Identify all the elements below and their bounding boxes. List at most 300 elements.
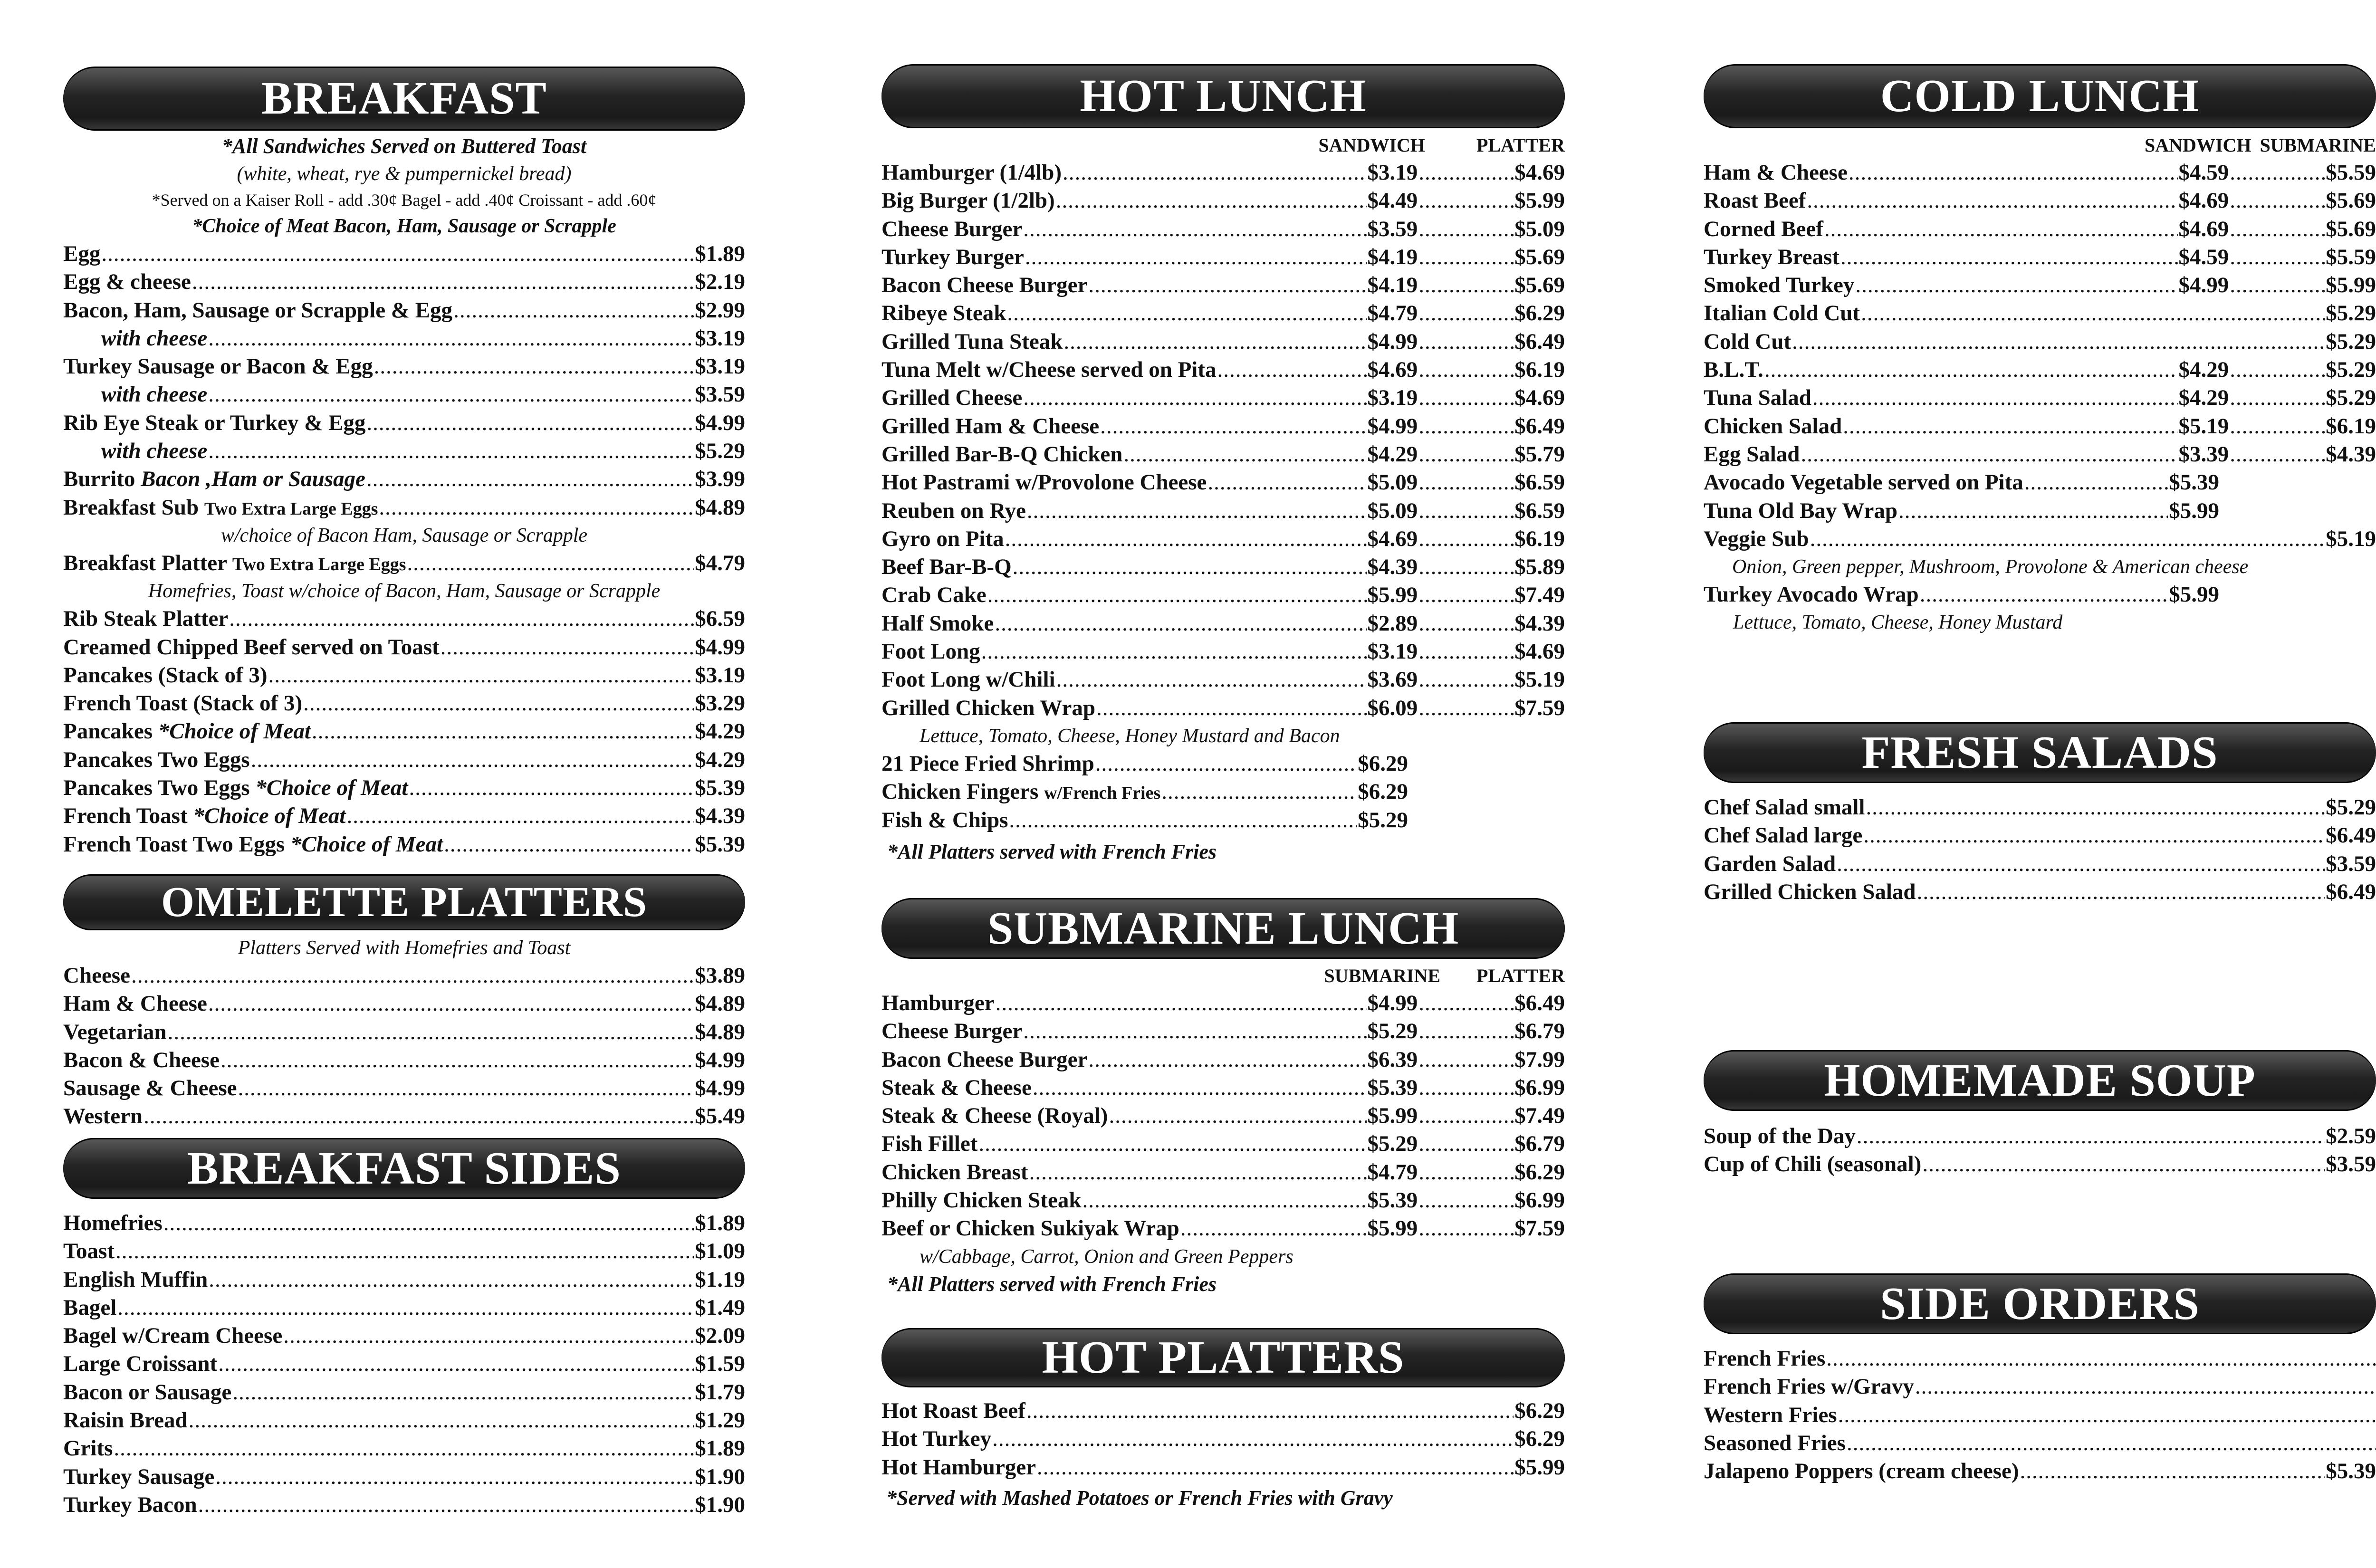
- sides-item: [63, 1237, 745, 1265]
- omelette-item: [63, 1102, 745, 1130]
- coldlunch-item-name: [1704, 299, 1860, 327]
- hotlunch-extra-item: [881, 750, 1565, 778]
- coldlunch-item: [1704, 412, 2376, 440]
- hotlunch-item-name-text: Cheese Burger: [881, 216, 1023, 241]
- hotlunch-item-leader: [987, 581, 1367, 609]
- breakfast-item-price: $3.19: [695, 662, 745, 688]
- hotlunch-item-name-text: Reuben on Rye: [881, 498, 1026, 523]
- hotlunch-item-leader-2: [1418, 610, 1514, 638]
- coldlunch-item-price-2: $5.19: [2326, 526, 2376, 551]
- hotlunch-item-leader: [1023, 215, 1366, 243]
- breakfast-item-leader: [268, 661, 694, 689]
- omelette-banner: [63, 874, 745, 930]
- hotplatters-note: *Served with Mashed Potatoes or French Fries with Gravy: [886, 1486, 1393, 1510]
- coldlunch-item-leader-2: [2230, 440, 2325, 468]
- hotlunch-item-leader: [1063, 328, 1366, 356]
- breakfast-item-name-text: Burrito: [63, 467, 135, 492]
- breakfast-item: [63, 689, 745, 717]
- breakfast-item-name-sub: Bacon ,Ham or Sausage: [141, 467, 365, 492]
- omelette-item-name-text: Vegetarian: [63, 1019, 167, 1044]
- sublunch-section: [881, 898, 1565, 1298]
- sublunch-item-leader-2: [1418, 1158, 1514, 1186]
- hotlunch-item-leader: [1096, 694, 1366, 722]
- hotlunch-item-price-2: $4.69: [1514, 385, 1565, 411]
- sideorders-row: [1704, 1345, 2376, 1373]
- hotlunch-item-leader-2: [1418, 497, 1514, 525]
- sublunch-item-name: [881, 1017, 1022, 1045]
- sublunch-item-leader-2: [1418, 1130, 1514, 1158]
- sides-item-leader: [232, 1378, 694, 1406]
- breakfast-item-name-text: Turkey Sausage or Bacon & Egg: [63, 354, 373, 379]
- coldlunch-item-price-1: $3.39: [2178, 441, 2229, 467]
- omelette-item-name: [63, 962, 130, 990]
- sides-item-price: $1.90: [695, 1492, 745, 1517]
- coldlunch-item-name: [1704, 497, 1897, 525]
- hotplatters-item-price: $6.29: [1514, 1398, 1565, 1423]
- hotlunch-item: [881, 525, 1565, 553]
- breakfast-item-leader: [312, 717, 694, 746]
- hotlunch-item: [881, 468, 1565, 497]
- hotlunch-wrap-note: Lettuce, Tomato, Cheese, Honey Mustard and Bacon: [920, 725, 1340, 747]
- coldlunch-item-leader-2: [2230, 356, 2325, 384]
- omelette-list: [63, 962, 745, 1131]
- sides-item-name-text: Bagel w/Cream Cheese: [63, 1323, 283, 1348]
- breakfast-item-leader: [366, 409, 694, 437]
- sublunch-item-name-text: Chicken Breast: [881, 1159, 1028, 1185]
- sides-item-leader: [114, 1434, 694, 1463]
- soup-banner: [1704, 1050, 2376, 1111]
- sides-item: [63, 1434, 745, 1463]
- omelette-item-price: $3.89: [695, 963, 745, 988]
- hotlunch-item-price-1: $4.99: [1367, 329, 1418, 354]
- coldlunch-item: [1704, 159, 2376, 187]
- omelette-item-leader: [131, 962, 694, 990]
- coldlunch-item-name-text: Tuna Old Bay Wrap: [1704, 498, 1897, 523]
- hotlunch-col-platter: PLATTER: [1476, 134, 1565, 156]
- sides-item-name-text: English Muffin: [63, 1267, 208, 1292]
- sublunch-item-price-1: $5.29: [1367, 1019, 1418, 1044]
- coldlunch-item-leader: [1812, 384, 2178, 412]
- omelette-item-price: $4.99: [695, 1047, 745, 1072]
- coldlunch-banner: [1704, 64, 2376, 128]
- coldlunch-item-leader-2: [2230, 243, 2325, 271]
- hotlunch-item-leader: [1217, 356, 1367, 384]
- breakfast-item-price: $1.89: [695, 241, 745, 266]
- coldlunch-item-leader: [1792, 328, 2325, 356]
- hotlunch-item-name-text: Tuna Melt w/Cheese served on Pita: [881, 357, 1217, 382]
- hotlunch-item-price-2: $6.19: [1514, 357, 1565, 382]
- hotlunch-extra-name-text: Fish & Chips: [881, 807, 1008, 832]
- hotlunch-item-leader-2: [1418, 581, 1514, 609]
- omelette-item-leader: [144, 1102, 694, 1130]
- coldlunch-item-leader-2: [2230, 159, 2325, 187]
- salads-item: [1704, 878, 2376, 906]
- coldlunch-item-price-1: $4.59: [2178, 244, 2229, 269]
- sides-item-leader: [218, 1350, 694, 1378]
- hotlunch-item-price-1: $5.99: [1367, 583, 1418, 608]
- sublunch-item-price-2: $6.49: [1514, 991, 1565, 1015]
- sides-item: [63, 1294, 745, 1322]
- sideorders-title: SIDE ORDERS: [1880, 1278, 2200, 1329]
- sides-item-price: $1.79: [695, 1379, 745, 1405]
- coldlunch-item-name-text: Roast Beef: [1704, 188, 1806, 213]
- hotlunch-footnote: *All Platters served with French Fries: [887, 840, 1217, 863]
- hotlunch-item: [881, 666, 1565, 694]
- sides-item-name-text: Toast: [63, 1239, 115, 1264]
- sides-item-name: [63, 1266, 208, 1294]
- hotlunch-item-leader: [1056, 666, 1367, 694]
- hotlunch-item-name: [881, 328, 1063, 356]
- breakfast-title: BREAKFAST: [261, 73, 547, 124]
- sides-item: [63, 1350, 745, 1378]
- breakfast-item: [63, 605, 745, 633]
- breakfast-item-leader: [347, 802, 694, 830]
- hotlunch-item-name-text: Foot Long w/Chili: [881, 667, 1055, 692]
- sideorders-item-name: [1704, 1429, 1846, 1457]
- coldlunch-item-price-1: $5.19: [2178, 413, 2229, 439]
- hotlunch-item-name: [881, 299, 1006, 327]
- hotlunch-item-leader: [1023, 384, 1366, 412]
- sideorders-item-leader: [1915, 1373, 2376, 1401]
- sides-item: [63, 1378, 745, 1406]
- hotlunch-extra-name-text: Chicken Fingers: [881, 779, 1039, 804]
- hotlunch-item: [881, 328, 1565, 356]
- sublunch-item-price-2: $7.99: [1514, 1047, 1565, 1072]
- sublunch-item: [881, 989, 1565, 1017]
- coldlunch-section: [1704, 64, 2376, 636]
- coldlunch-item: [1704, 440, 2376, 468]
- breakfast-item-name-text: Egg: [63, 241, 101, 266]
- salads-item-name-text: Garden Salad: [1704, 851, 1836, 876]
- coldlunch-item-name-text: Turkey Breast: [1704, 244, 1839, 269]
- hotlunch-item-price-1: $3.59: [1367, 216, 1418, 241]
- hotlunch-extra-name: [881, 806, 1008, 834]
- coldlunch-item-price-1: $4.29: [2178, 385, 2229, 411]
- breakfast-item: [63, 717, 745, 746]
- coldlunch-item-leader-2: [2230, 215, 2325, 243]
- sublunch-item-name: [881, 1046, 1087, 1074]
- sublunch-item-name: [881, 1102, 1108, 1130]
- salads-item-price: $5.29: [2326, 795, 2376, 820]
- hotlunch-item-name: [881, 694, 1095, 722]
- hotlunch-item-leader: [1056, 187, 1367, 215]
- hotlunch-item-price-2: $6.49: [1514, 413, 1565, 439]
- coldlunch-item-name-text: Corned Beef: [1704, 216, 1823, 241]
- coldlunch-item-price-2: $5.59: [2326, 244, 2376, 269]
- coldlunch-item-leader-2: [2230, 412, 2325, 440]
- salads-item-leader: [1837, 850, 2325, 878]
- breakfast-item: [63, 325, 745, 353]
- breakfast-item-name: [63, 774, 408, 802]
- breakfast-item-leader: [101, 240, 694, 268]
- breakfast-item: [63, 661, 745, 689]
- hotplatters-item: [881, 1453, 1565, 1482]
- salads-item-leader: [1863, 822, 2325, 850]
- sideorders-item-name: [1704, 1345, 1825, 1373]
- sides-item-name: [63, 1350, 217, 1378]
- breakfast-note-1: *All Sandwiches Served on Buttered Toast: [221, 134, 587, 158]
- omelette-item-name: [63, 1046, 220, 1074]
- coldlunch-item-price-1: $5.39: [2169, 470, 2219, 495]
- breakfast-item-name-text: French Toast (Stack of 3): [63, 691, 303, 716]
- sublunch-item-leader-2: [1418, 989, 1514, 1017]
- hotlunch-item-price-1: $4.29: [1367, 441, 1418, 467]
- breakfast-item-price: $3.59: [695, 382, 745, 407]
- sides-item-price: $1.59: [695, 1351, 745, 1377]
- sideorders-item-name-text: French Fries: [1704, 1346, 1826, 1371]
- sideorders-banner: [1704, 1273, 2376, 1334]
- hotlunch-item: [881, 412, 1565, 440]
- hotlunch-extra-price: $6.29: [1358, 751, 1408, 776]
- sides-item-leader: [215, 1463, 694, 1491]
- coldlunch-item-price-2: $4.39: [2326, 441, 2376, 467]
- breakfast-note-3: *Served on a Kaiser Roll - add .30¢ Bagel - add .40¢ Croissant - add .60¢: [152, 191, 657, 210]
- sides-item-name: [63, 1434, 113, 1463]
- sublunch-item-leader: [996, 989, 1367, 1017]
- sides-item: [63, 1322, 745, 1350]
- breakfast-item-name-tiny: Two Extra Large Eggs: [232, 554, 406, 574]
- sideorders-item-price: $5.39: [2326, 1459, 2376, 1484]
- hotplatters-item-name: [881, 1397, 1025, 1425]
- hotlunch-item-leader-2: [1418, 440, 1514, 468]
- coldlunch-item-price-2: $5.29: [2326, 385, 2376, 411]
- soup-item-name-text: Soup of the Day: [1704, 1124, 1856, 1148]
- salads-item: [1704, 850, 2376, 878]
- hotlunch-item-price-2: $4.69: [1514, 639, 1565, 664]
- omelette-item-name-text: Bacon & Cheese: [63, 1047, 220, 1072]
- breakfast-item-name-sub: *Choice of Meat: [255, 775, 408, 801]
- sideorders-item-name-text: Seasoned Fries: [1704, 1430, 1846, 1455]
- hotlunch-list: [881, 159, 1565, 722]
- hotlunch-item-name-text: Gyro on Pita: [881, 526, 1004, 551]
- coldlunch-item-leader: [1855, 271, 2177, 299]
- sublunch-item-name: [881, 1130, 977, 1158]
- hotlunch-item-name: [881, 553, 1012, 581]
- coldlunch-item-leader: [1824, 215, 2178, 243]
- hotlunch-item-price-2: $4.69: [1514, 160, 1565, 185]
- hotlunch-extra-name: [881, 778, 1160, 807]
- omelette-item-name-text: Cheese: [63, 963, 130, 988]
- sides-item-name-text: Large Croissant: [63, 1351, 218, 1377]
- salads-section: [1704, 722, 2376, 906]
- hotlunch-item: [881, 694, 1565, 722]
- sides-item-name-text: Raisin Bread: [63, 1408, 188, 1433]
- sublunch-item-name: [881, 1158, 1028, 1186]
- coldlunch-item: [1704, 187, 2376, 215]
- coldlunch-item-name-text: Smoked Turkey: [1704, 273, 1855, 298]
- salads-item-name: [1704, 822, 1862, 850]
- hotlunch-item-leader: [981, 638, 1367, 666]
- sublunch-item-name: [881, 989, 995, 1017]
- hotlunch-item: [881, 356, 1565, 384]
- soup-item: [1704, 1122, 2376, 1150]
- coldlunch-item-name-text: Egg Salad: [1704, 441, 1800, 467]
- hotlunch-item-name: [881, 468, 1207, 497]
- coldlunch-item: [1704, 328, 2376, 356]
- soup-item-price: $3.59: [2326, 1152, 2376, 1177]
- hotlunch-item: [881, 215, 1565, 243]
- coldlunch-item-name-text: Italian Cold Cut: [1704, 301, 1860, 326]
- hotlunch-item-price-1: $2.89: [1367, 611, 1418, 636]
- sublunch-item-price-1: $4.99: [1367, 991, 1418, 1015]
- breakfast-item-name: [63, 465, 365, 493]
- breakfast-item-name: [63, 605, 228, 633]
- hotlunch-item-name-text: Grilled Tuna Steak: [881, 329, 1063, 354]
- omelette-item-name: [63, 1102, 143, 1130]
- breakfast-item-name: [63, 268, 191, 296]
- sides-item-name-text: Grits: [63, 1436, 113, 1461]
- breakfast-item-name-text: Rib Eye Steak or Turkey & Egg: [63, 410, 366, 435]
- coldlunch-item-price-1: $4.99: [2178, 273, 2229, 298]
- coldlunch-item-name-text: Veggie Sub: [1704, 526, 1809, 551]
- salads-item: [1704, 822, 2376, 850]
- salads-item-name: [1704, 850, 1836, 878]
- hotlunch-item-leader-2: [1418, 159, 1514, 187]
- hotlunch-item-leader-2: [1418, 384, 1514, 412]
- hotlunch-item-price-1: $3.19: [1367, 639, 1418, 664]
- breakfast-item-price: $5.39: [695, 775, 745, 801]
- sublunch-list: [881, 989, 1565, 1243]
- hotlunch-item-leader: [1007, 299, 1366, 327]
- coldlunch-item-name: [1704, 159, 1848, 187]
- sideorders-item-leader: [1847, 1429, 2376, 1457]
- sideorders-item-leader: [1838, 1401, 2376, 1429]
- breakfast-item: [63, 633, 745, 661]
- breakfast-item-name-text: French Toast Two Eggs: [63, 832, 285, 857]
- hotlunch-col-sandwich: SANDWICH: [1318, 134, 1426, 156]
- sublunch-item-leader: [1109, 1102, 1366, 1130]
- coldlunch-item-name-text: Chicken Salad: [1704, 413, 1842, 439]
- coldlunch-list: [1704, 159, 2376, 553]
- sublunch-item-price-2: $6.79: [1514, 1131, 1565, 1157]
- hotlunch-item-leader: [1207, 468, 1366, 497]
- hotlunch-item-leader-2: [1418, 356, 1514, 384]
- breakfast-item: [63, 802, 745, 830]
- hotlunch-item-name-text: Grilled Chicken Wrap: [881, 695, 1096, 720]
- breakfast-item-leader: [303, 689, 694, 717]
- soup-section: [1704, 1050, 2376, 1179]
- sides-item: [63, 1463, 745, 1491]
- hotlunch-extra-leader: [1095, 750, 1357, 778]
- coldlunch-avocado-leader: [1920, 581, 2168, 609]
- breakfast-item-name-text: with cheese: [101, 439, 208, 464]
- sideorders-item-name-text: Jalapeno Poppers (cream cheese): [1704, 1459, 2019, 1484]
- hotlunch-item-name: [881, 638, 980, 666]
- sideorders-item-leader: [1826, 1345, 2376, 1373]
- coldlunch-avocado-name-text: Turkey Avocado Wrap: [1704, 582, 1919, 607]
- sides-item-price: $2.09: [695, 1323, 745, 1348]
- omelette-item-leader: [220, 1046, 694, 1074]
- hotlunch-item-leader-2: [1418, 243, 1514, 271]
- hotplatters-item-leader: [1037, 1453, 1514, 1482]
- soup-item-name: [1704, 1150, 1921, 1178]
- hotlunch-item: [881, 553, 1565, 581]
- sides-item: [63, 1491, 745, 1519]
- omelette-title: OMELETTE PLATTERS: [161, 879, 648, 926]
- breakfast-item-price: $4.89: [695, 495, 745, 520]
- breakfast-item-price: $5.39: [695, 832, 745, 857]
- soup-item-leader: [1922, 1150, 2325, 1178]
- hotlunch-item-leader-2: [1418, 694, 1514, 722]
- coldlunch-column-headers: [1704, 132, 2376, 159]
- hotlunch-extra-leader: [1009, 806, 1357, 834]
- hotlunch-item-leader-2: [1418, 638, 1514, 666]
- breakfast-item: [63, 831, 745, 859]
- breakfast-item-name: [63, 240, 100, 268]
- coldlunch-item-price-2: $5.69: [2326, 188, 2376, 213]
- breakfast-item-price: $2.19: [695, 269, 745, 295]
- breakfast-item: [63, 494, 745, 522]
- breakfast-item-name-sub: *Choice of Meat: [290, 832, 443, 857]
- coldlunch-item-leader-2: [2230, 384, 2325, 412]
- breakfast-item-price: $3.99: [695, 467, 745, 492]
- sideorders-item-name-text: French Fries w/Gravy: [1704, 1374, 1914, 1399]
- breakfast-item-name: [63, 661, 268, 689]
- hotlunch-item-leader-2: [1418, 328, 1514, 356]
- hotlunch-item-price-1: $4.69: [1367, 526, 1418, 551]
- hotlunch-item-leader: [1005, 525, 1367, 553]
- hotlunch-item-price-2: $7.59: [1514, 695, 1565, 720]
- sideorders-section: [1704, 1273, 2376, 1485]
- coldlunch-item: [1704, 497, 2376, 525]
- hotplatters-item-leader: [1026, 1397, 1514, 1425]
- sublunch-item-leader: [1033, 1074, 1367, 1102]
- coldlunch-item-leader-2: [2230, 187, 2325, 215]
- sublunch-item: [881, 1102, 1565, 1130]
- sublunch-column-headers: [881, 963, 1565, 989]
- breakfast-item-name-text: Breakfast Sub: [63, 495, 199, 520]
- hotplatters-section: [881, 1328, 1565, 1512]
- coldlunch-item-name: [1704, 468, 2023, 497]
- hotlunch-item-price-2: $4.39: [1514, 611, 1565, 636]
- hotlunch-item-name: [881, 440, 1122, 468]
- omelette-item-leader: [238, 1074, 694, 1102]
- breakfast-item-name: [63, 296, 452, 325]
- coldlunch-item-name: [1704, 215, 1823, 243]
- coldlunch-item-leader: [2024, 468, 2168, 497]
- hotlunch-item-name-text: Foot Long: [881, 639, 980, 664]
- hotlunch-item-name: [881, 384, 1022, 412]
- sublunch-item: [881, 1214, 1565, 1243]
- sides-item-price: $1.29: [695, 1408, 745, 1433]
- hotlunch-item-leader-2: [1418, 666, 1514, 694]
- hotlunch-extra-item: [881, 806, 1565, 834]
- hotlunch-item-name-text: Grilled Ham & Cheese: [881, 413, 1100, 439]
- coldlunch-item-name-text: Cold Cut: [1704, 329, 1792, 354]
- sublunch-item-name-text: Bacon Cheese Burger: [881, 1047, 1088, 1072]
- omelette-item-name: [63, 1074, 237, 1102]
- hotplatters-banner: [881, 1328, 1565, 1387]
- breakfast-item-price: $4.29: [695, 747, 745, 772]
- breakfast-item-price: $2.99: [695, 297, 745, 323]
- coldlunch-item-name: [1704, 384, 1811, 412]
- breakfast-item-leader: [366, 465, 694, 493]
- sideorders-item-name: [1704, 1373, 1914, 1401]
- breakfast-item-name-text: French Toast: [63, 803, 188, 829]
- coldlunch-item-leader: [1861, 299, 2325, 327]
- breakfast-note: w/choice of Bacon Ham, Sausage or Scrapple: [220, 524, 588, 546]
- coldlunch-item-leader: [1840, 243, 2178, 271]
- sublunch-item-price-2: $6.29: [1514, 1159, 1565, 1185]
- hotlunch-extra-name-text: 21 Piece Fried Shrimp: [881, 751, 1094, 776]
- salads-item-name: [1704, 878, 1916, 906]
- hotplatters-item: [881, 1425, 1565, 1453]
- hotlunch-item-name: [881, 610, 994, 638]
- sides-item: [63, 1406, 745, 1434]
- omelette-item: [63, 1074, 745, 1102]
- sides-item-name-text: Homefries: [63, 1211, 163, 1235]
- sublunch-item-leader-2: [1418, 1017, 1514, 1045]
